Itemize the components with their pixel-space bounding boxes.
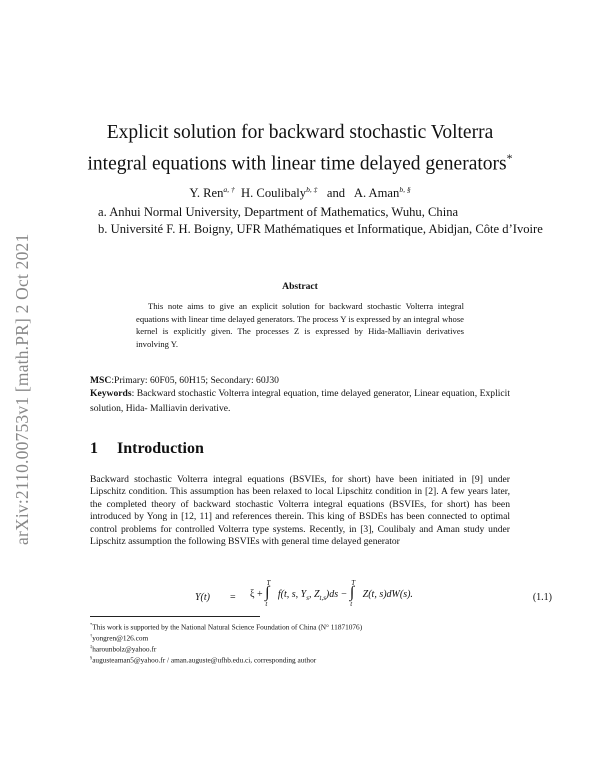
footnote-email-coulibaly: ‡harounbolz@yahoo.fr xyxy=(90,644,157,654)
abstract-text: This note aims to give an explicit solution for backward stochastic Volterra integral equations with linear time delayed generators. The process Y is expressed by an integral whose kernel is explicitly given. The processes Z is expressed by Hida-Malliavin derivatives involving Y. xyxy=(136,301,464,349)
keywords: Keywords: Backward stochastic Volterra integral equation, time delayed generator, Linear equation, Explicit solution, Hida- Malliavin derivative. xyxy=(90,388,510,414)
footnote-rule xyxy=(90,616,260,617)
affiliation-b: b. Université F. H. Boigny, UFR Mathématiques et Informatique, Abidjan, Côte d’Ivoire xyxy=(98,222,543,236)
intro-paragraph: Backward stochastic Volterra integral equations (BSVIEs, for short) have been initiated in [9] under Lipschitz condition. This assumption has been relaxed to local Lipschitz condition in [2]. A few years later, the completed theory of backward stochastic Volterra integral equations (BSVIEs, for short) has been introduced by Yong in [12, 11] and references therein. This king of BSDEs has been connected to optimal control problems for controlled Volterra type systems. Recently, in [3], Coulibaly and Aman study under Lipschitz assumption the following BSVIEs with general time delayed generator xyxy=(90,474,510,548)
author-list: Y. Ren$^{a, \dagger}$ H. Coulibaly$^{b, \ddagger}$ and A. Aman$^{b, \S}$ xyxy=(189,185,411,201)
paper-title xyxy=(60,120,540,178)
footnote-email-aman: §augusteaman5@yahoo.fr / aman.auguste@ufhb.edu.ci, corresponding author xyxy=(90,655,317,665)
abstract-heading: Abstract xyxy=(282,281,318,292)
title-line-1: Explicit solution for backward stochastic Volterra xyxy=(106,122,494,143)
footnote-email-ren: †yongren@126.com xyxy=(90,633,149,643)
author-aman: A. Aman xyxy=(353,186,400,201)
section-heading: 1 Introduction xyxy=(90,440,204,457)
author-ren: Y. Ren xyxy=(189,186,224,201)
affiliation-a: a. Anhui Normal University, Department of Mathematics, Wuhu, China xyxy=(98,205,459,219)
footnote-funding: *This work is supported by the National Natural Science Foundation of China (N° 11871076) xyxy=(90,622,363,632)
equation-1-1: Y(t) = ξ + ∫$^T_t$ f(t, s, $Y_s$, $Z_{t,s})ds - \int^T_t$ Z(t, s)dW(s). (1.1) xyxy=(195,578,552,608)
author-coulibaly: H. Coulibaly xyxy=(241,186,307,201)
title-line-2: integral equations with linear time delayed generators* xyxy=(87,152,513,175)
arxiv-identifier: arXiv:2110.00753v1 [math.PR] 2 Oct 2021 xyxy=(12,233,32,545)
msc-line: MSC:Primary: 60F05, 60H15; Secondary: 60J30 xyxy=(90,375,279,386)
